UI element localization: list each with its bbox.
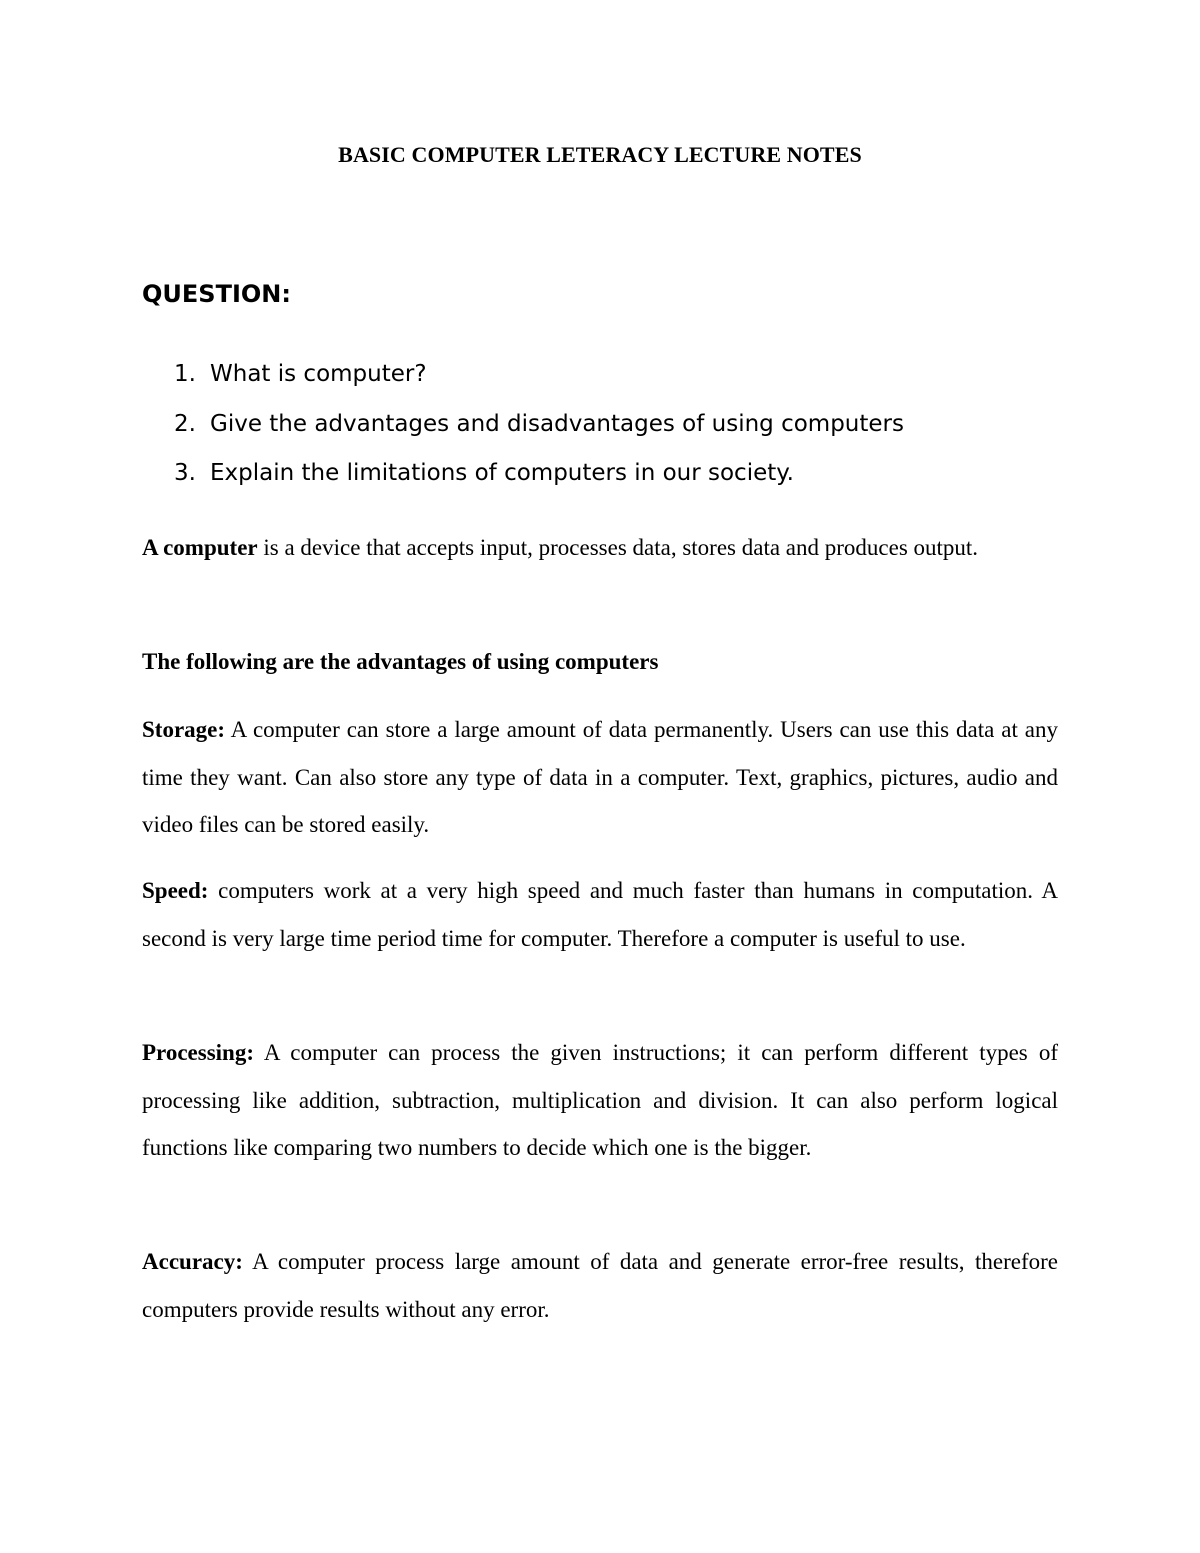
question-heading: QUESTION: xyxy=(142,280,291,308)
question-text: What is computer? xyxy=(210,361,427,387)
definition-term: A computer xyxy=(142,535,258,560)
accuracy-paragraph xyxy=(142,1238,1058,1333)
document-title: BASIC COMPUTER LETERACY LECTURE NOTES xyxy=(338,142,862,167)
list-item xyxy=(174,407,904,457)
question-list xyxy=(174,357,904,506)
accuracy-term: Accuracy: xyxy=(142,1249,243,1274)
speed-term: Speed: xyxy=(142,878,209,903)
computer-definition-paragraph xyxy=(142,524,1058,572)
storage-paragraph xyxy=(142,706,1058,849)
speed-text: computers work at a very high speed and much faster than humans in computation. A second is very large time period time for computer. Therefore a computer is useful to use. xyxy=(142,878,1058,951)
processing-text: A computer can process the given instructions; it can perform different types of processing like addition, subtraction, multiplication and division. It can also perform logical functions like comparing two numbers to decide which one is the bigger. xyxy=(142,1040,1058,1160)
storage-term: Storage: xyxy=(142,717,226,742)
advantages-heading: The following are the advantages of using computers xyxy=(142,649,659,674)
question-text: Give the advantages and disadvantages of using computers xyxy=(210,410,904,437)
definition-text: is a device that accepts input, processes data, stores data and produces output. xyxy=(257,535,979,560)
list-item xyxy=(174,357,904,407)
accuracy-text: A computer process large amount of data and generate error-free results, therefore computers provide results without any error. xyxy=(142,1249,1058,1322)
question-number: 1. xyxy=(174,361,196,387)
storage-text: A computer can store a large amount of data permanently. Users can use this data at any time they want. Can also store any type of data in a computer. Text, graphics, pictures, audio and video files can be stored easily. xyxy=(142,717,1058,837)
speed-paragraph xyxy=(142,867,1058,962)
processing-term: Processing: xyxy=(142,1040,255,1065)
question-text: Explain the limitations of computers in our society. xyxy=(210,460,794,486)
processing-paragraph xyxy=(142,1029,1058,1172)
list-item xyxy=(174,456,904,506)
question-number: 2. xyxy=(174,410,196,437)
question-number: 3. xyxy=(174,460,196,486)
